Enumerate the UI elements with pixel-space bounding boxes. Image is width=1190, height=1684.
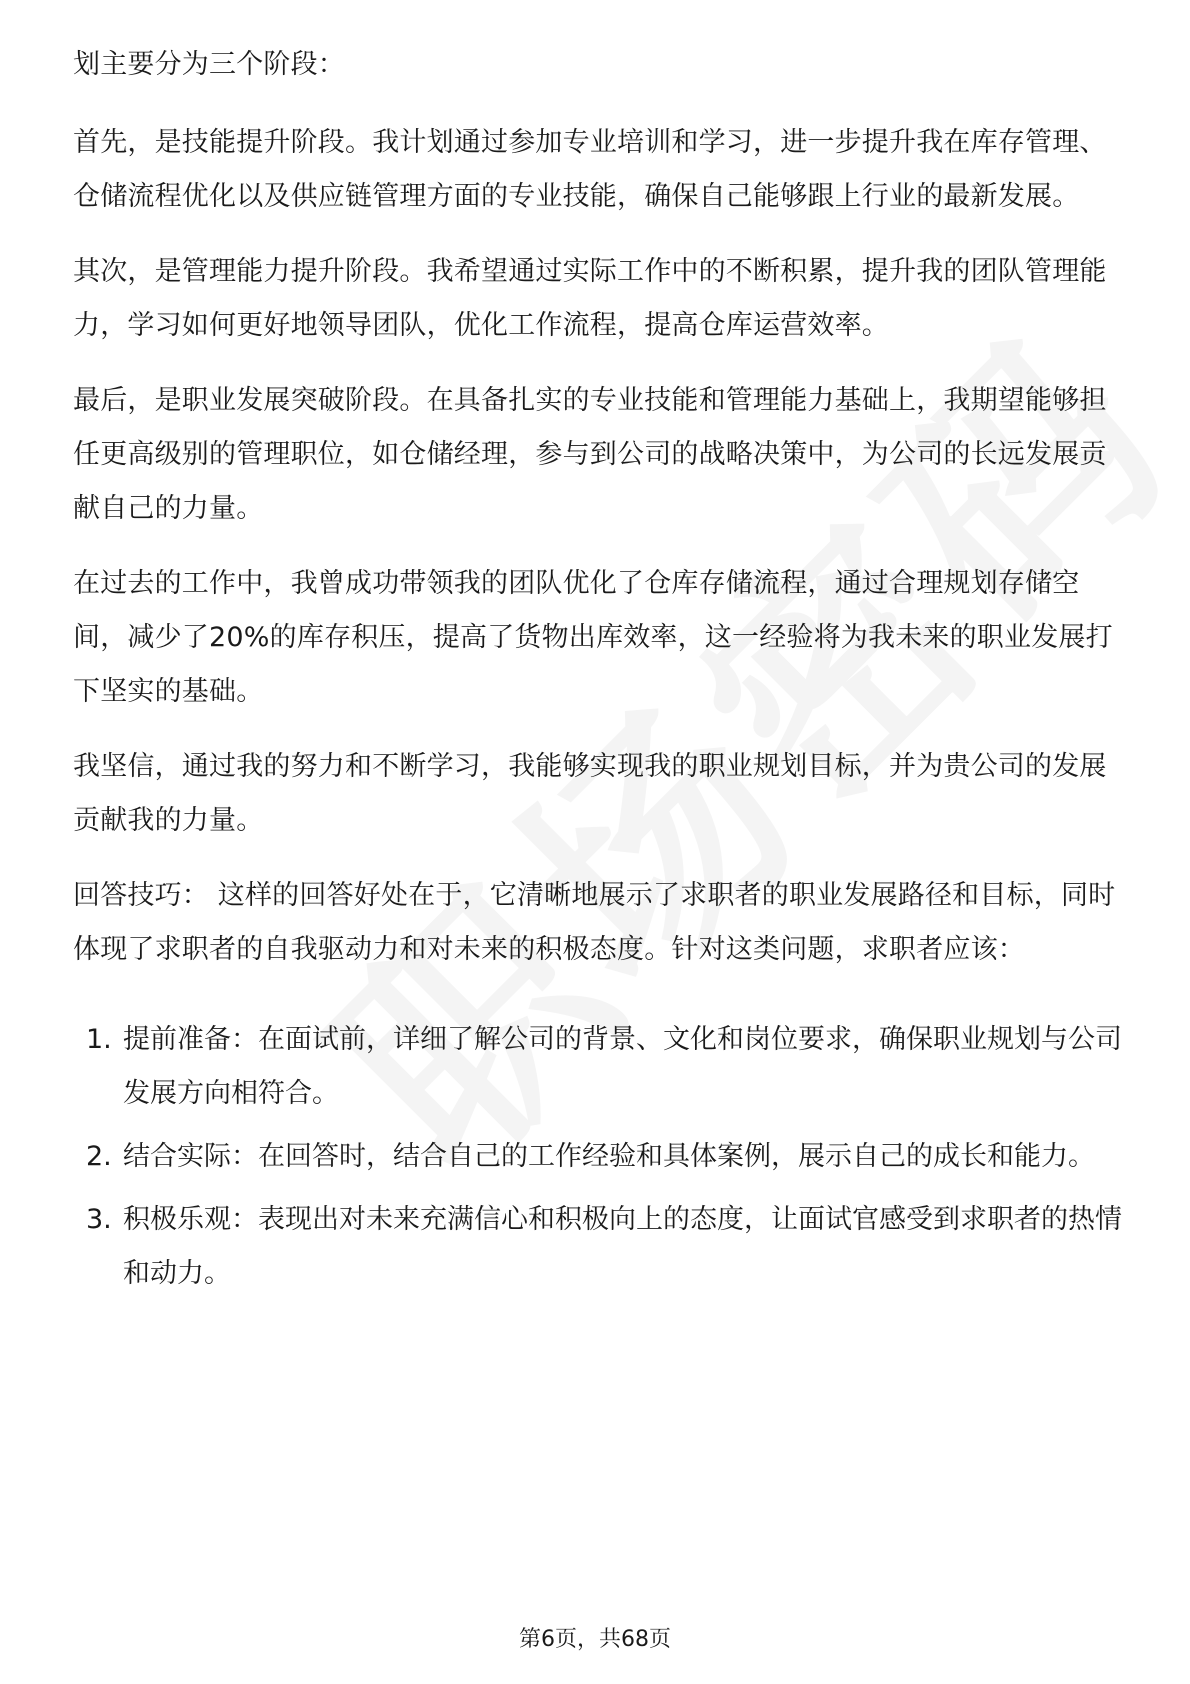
- paragraph: 我坚信，通过我的努力和不断学习，我能够实现我的职业规划目标，并为贵公司的发展贡献我的力量。: [73, 751, 1107, 836]
- page-number: 第6页，共68页: [519, 1627, 671, 1652]
- paragraph: 其次，是管理能力提升阶段。我希望通过实际工作中的不断积累，提升我的团队管理能力，学习如何更好地领导团队，优化工作流程，提高仓库运营效率。: [73, 256, 1107, 341]
- document-body: [73, 38, 1123, 1310]
- list-text: 结合实际：在回答时，结合自己的工作经验和具体案例，展示自己的成长和能力。: [123, 1141, 1095, 1172]
- list-text: 提前准备：在面试前，详细了解公司的背景、文化和岗位要求，确保职业规划与公司发展方向相符合。: [123, 1024, 1122, 1109]
- list-number: 2.: [86, 1141, 112, 1172]
- list-item: [73, 1130, 1123, 1184]
- list-item: [73, 1193, 1123, 1301]
- paragraph: 最后，是职业发展突破阶段。在具备扎实的专业技能和管理能力基础上，我期望能够担任更高级别的管理职位，如仓储经理，参与到公司的战略决策中，为公司的长远发展贡献自己的力量。: [73, 385, 1107, 524]
- paragraph: 首先，是技能提升阶段。我计划通过参加专业培训和学习，进一步提升我在库存管理、仓储流程优化以及供应链管理方面的专业技能，确保自己能够跟上行业的最新发展。: [73, 127, 1107, 212]
- paragraph: 在过去的工作中，我曾成功带领我的团队优化了仓库存储流程，通过合理规划存储空间，减少了20%的库存积压，提高了货物出库效率，这一经验将为我未来的职业发展打下坚实的基础。: [73, 568, 1113, 707]
- list-item: [73, 1013, 1123, 1121]
- list-number: 1.: [86, 1024, 112, 1055]
- paragraph: 划主要分为三个阶段：: [73, 49, 345, 80]
- paragraph: 回答技巧： 这样的回答好处在于，它清晰地展示了求职者的职业发展路径和目标，同时体现了求职者的自我驱动力和对未来的积极态度。针对这类问题，求职者应该：: [73, 880, 1116, 965]
- tips-list: [73, 1013, 1123, 1301]
- list-number: 3.: [86, 1204, 112, 1235]
- list-text: 积极乐观：表现出对未来充满信心和积极向上的态度，让面试官感受到求职者的热情和动力。: [123, 1204, 1122, 1289]
